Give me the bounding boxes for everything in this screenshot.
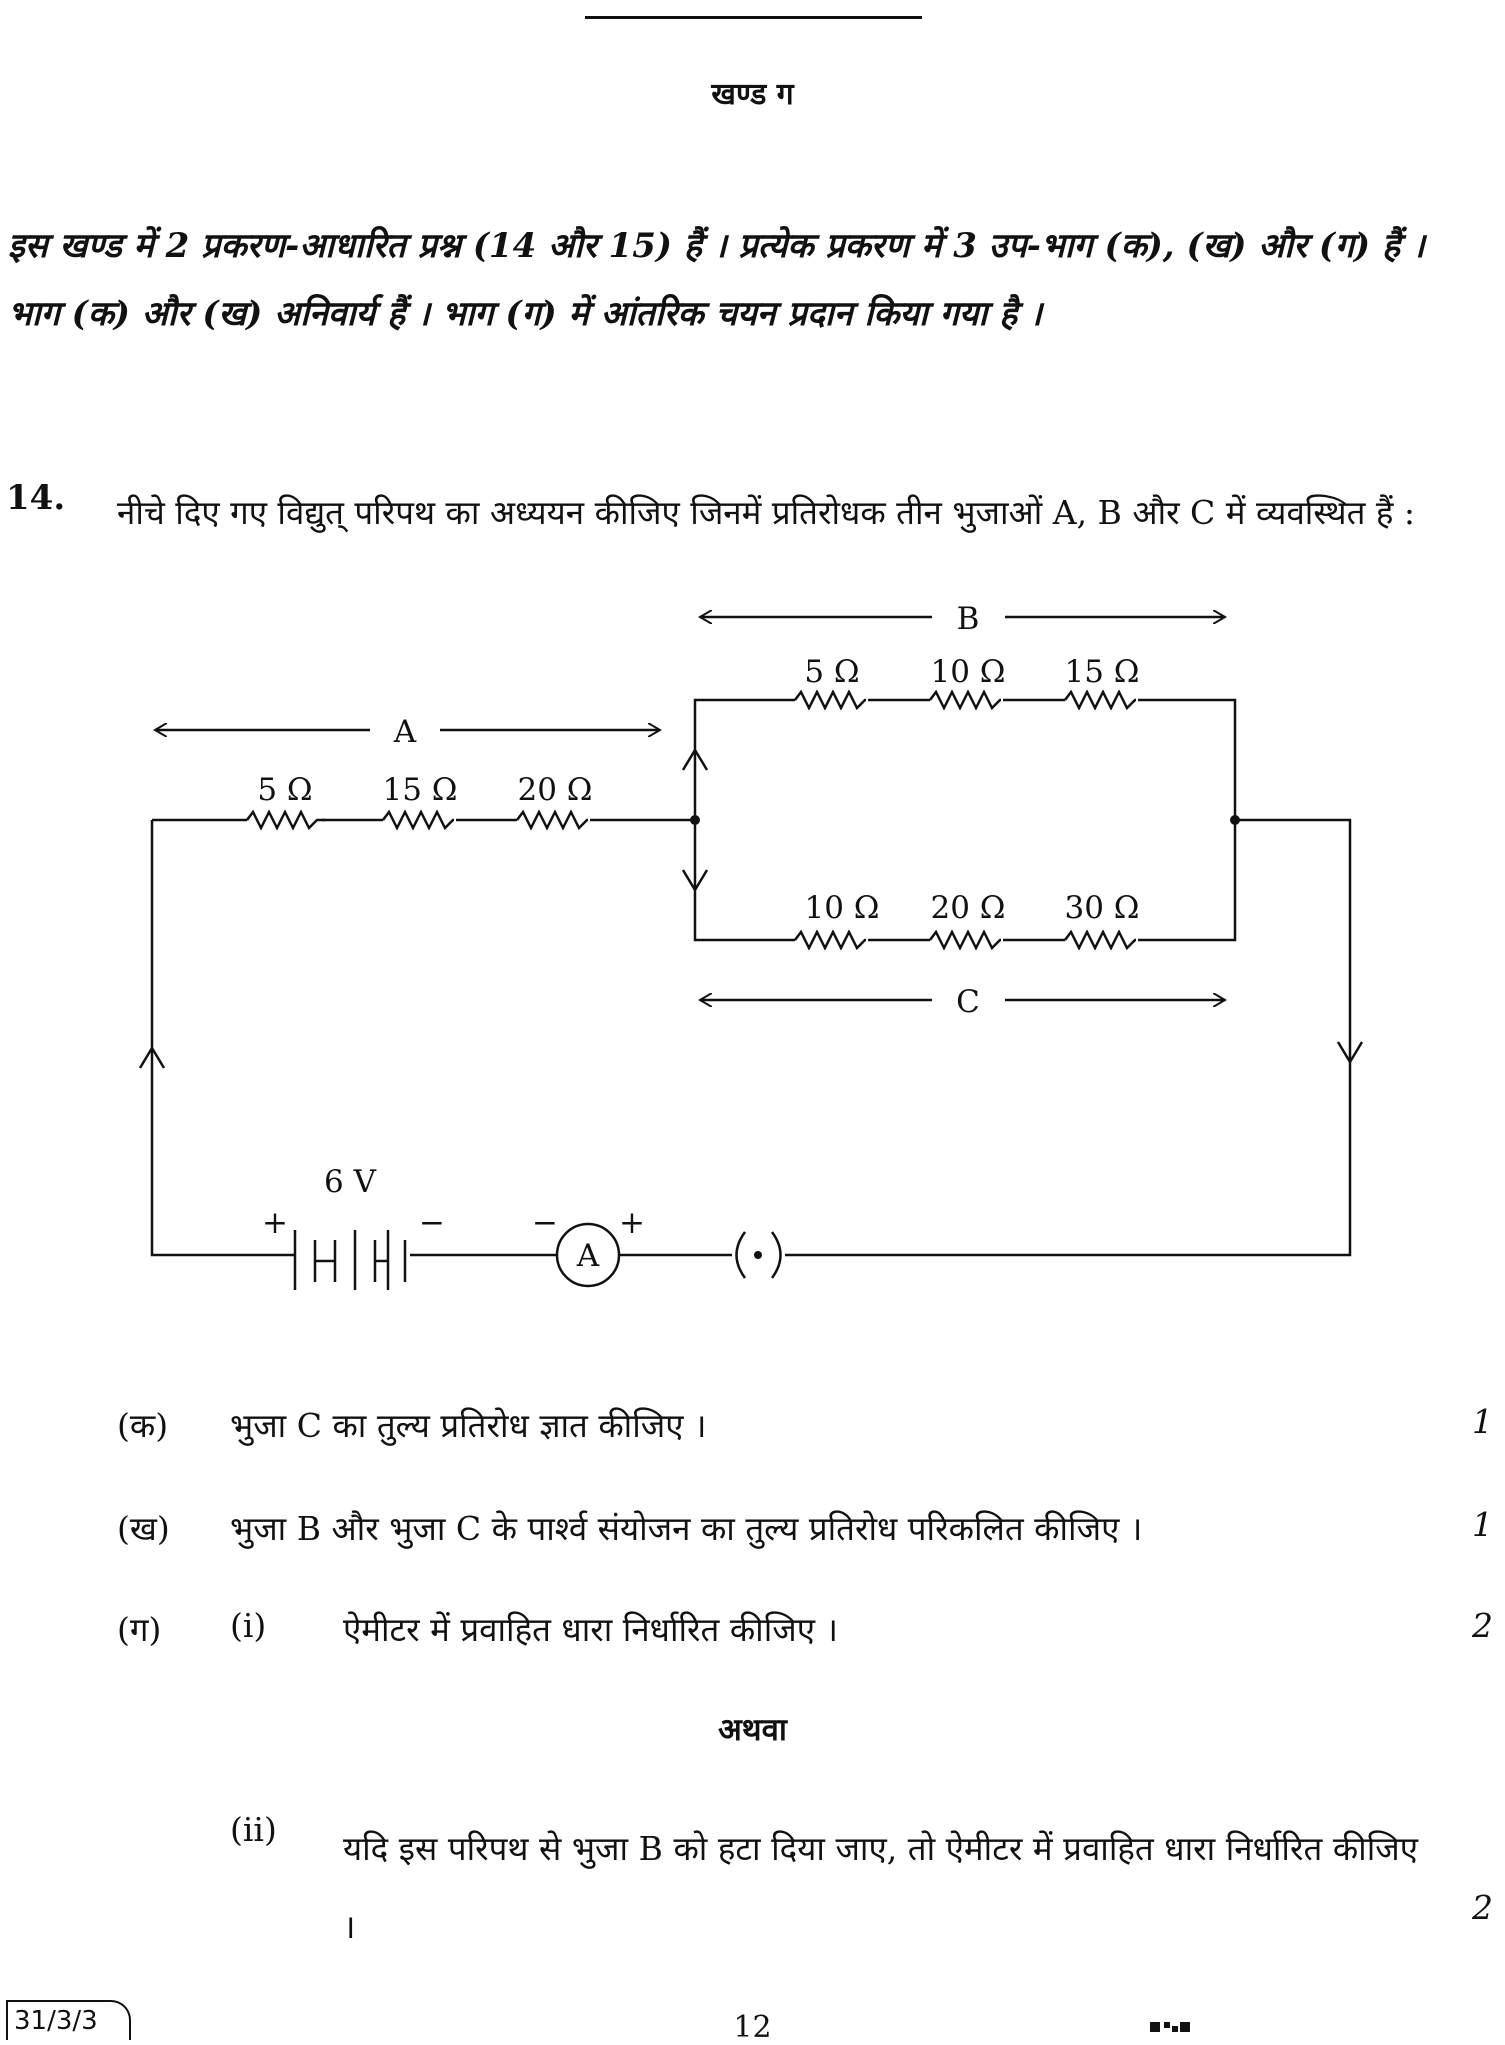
part-ga-label: (ग) xyxy=(117,1610,162,1649)
part-ka-text: भुजा C का तुल्य प्रतिरोध ज्ञात कीजिए । xyxy=(230,1406,707,1445)
paper-code: 31/3/3 xyxy=(6,2000,131,2040)
key-left-bracket xyxy=(737,1232,746,1278)
resistor-a1-label: 5 Ω xyxy=(257,772,313,808)
part-ga-text: ऐमीटर में प्रवाहित धारा निर्धारित कीजिए । xyxy=(343,1610,839,1649)
battery-minus: − xyxy=(419,1205,445,1241)
part-ga-sub: (i) xyxy=(230,1606,267,1645)
resistor-b1 xyxy=(795,692,866,708)
resistor-c1-label: 10 Ω xyxy=(804,890,880,926)
or-label: अथवा xyxy=(718,1712,787,1748)
top-rule xyxy=(585,16,922,19)
ammeter-plus: + xyxy=(619,1205,645,1241)
arm-b-label: B xyxy=(956,601,980,637)
section-title: खण्ड ग xyxy=(711,77,794,112)
key-right-bracket xyxy=(772,1232,781,1278)
resistor-b1-label: 5 Ω xyxy=(804,654,860,690)
part-kha-text: भुजा B और भुजा C के पार्श्व संयोजन का तुल्य प्रतिरोध परिकलित कीजिए । xyxy=(230,1509,1143,1548)
section-instructions: इस खण्ड में 2 प्रकरण-आधारित प्रश्न (14 और 15) हैं । प्रत्येक प्रकरण में 3 उप-भाग (क), (ख) और (ग) हैं । भाग (क) और (ख) अनिवार्य हैं । भाग (ग) में आंतरिक चयन प्रदान किया गया है । xyxy=(8,226,1425,334)
key-dot xyxy=(754,1251,762,1259)
part-ka-marks: 1 xyxy=(1472,1402,1493,1441)
qr-code-icon xyxy=(1150,2018,1192,2038)
resistor-a2 xyxy=(383,812,454,828)
resistor-a3-label: 20 Ω xyxy=(517,772,593,808)
question-number: 14. xyxy=(6,478,66,518)
resistor-c2-label: 20 Ω xyxy=(930,890,1006,926)
ammeter-minus: − xyxy=(532,1205,558,1241)
page-number: 12 xyxy=(733,2010,772,2045)
arm-c-label: C xyxy=(956,984,980,1020)
circuit-diagram xyxy=(0,590,1505,1290)
part-ka-label: (क) xyxy=(117,1406,169,1445)
resistor-c2 xyxy=(930,932,1001,948)
part-kha-marks: 1 xyxy=(1472,1505,1493,1544)
resistor-b2-label: 10 Ω xyxy=(930,654,1006,690)
alt-part-text: यदि इस परिपथ से भुजा B को हटा दिया जाए, तो ऐमीटर में प्रवाहित धारा निर्धारित कीजिए । xyxy=(343,1829,1418,1946)
resistor-a1 xyxy=(247,812,325,828)
resistor-a2-label: 15 Ω xyxy=(382,772,458,808)
battery-cells xyxy=(295,1230,405,1290)
alt-part-marks: 2 xyxy=(1472,1888,1493,1927)
resistor-c1 xyxy=(795,932,866,948)
battery-voltage: 6 V xyxy=(324,1164,376,1200)
junction-right xyxy=(1230,815,1240,825)
resistor-a3 xyxy=(517,812,588,828)
resistor-b2 xyxy=(930,692,1001,708)
resistor-b3-label: 15 Ω xyxy=(1064,654,1140,690)
part-ga-marks: 2 xyxy=(1472,1606,1493,1645)
alt-part-sub: (ii) xyxy=(230,1810,277,1849)
junction-left xyxy=(690,815,700,825)
wire-arm-b xyxy=(695,700,1235,820)
arm-a-label: A xyxy=(393,714,417,750)
part-kha-label: (ख) xyxy=(117,1509,170,1548)
resistor-b3 xyxy=(1065,692,1136,708)
question-text: नीचे दिए गए विद्युत् परिपथ का अध्ययन कीजिए जिनमें प्रतिरोधक तीन भुजाओं A, B और C में व्यवस्थित हैं : xyxy=(117,493,1416,532)
battery-plus: + xyxy=(262,1205,288,1241)
wire-outer-left xyxy=(152,820,295,1255)
ammeter-label: A xyxy=(576,1238,600,1274)
wire-outer-right xyxy=(785,820,1350,1255)
resistor-c3 xyxy=(1065,932,1136,948)
resistor-c3-label: 30 Ω xyxy=(1064,890,1140,926)
